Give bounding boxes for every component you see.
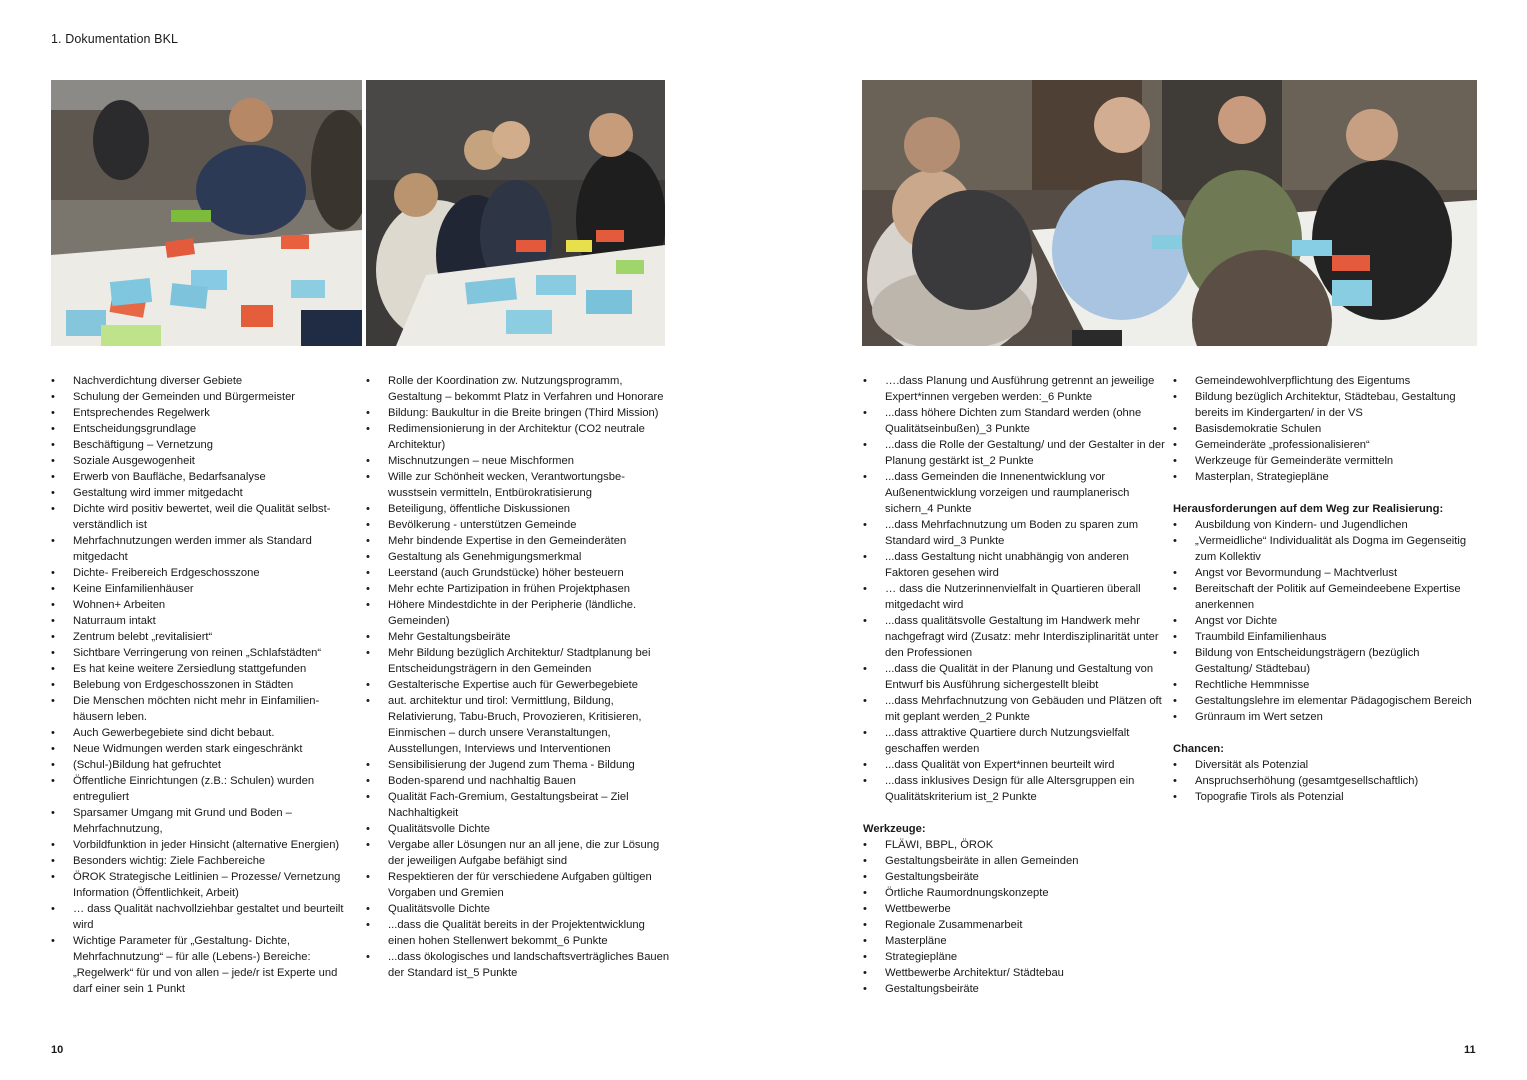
list-item: • Wettbewerbe Architektur/ Städtebau <box>863 965 1165 981</box>
column-1 <box>51 373 351 997</box>
list-item: • ...dass Gestaltung nicht unabhängig von anderen Faktoren gesehen wird <box>863 549 1165 581</box>
list-item: • ...dass höhere Dichten zum Standard werden (ohne Qualitätseinbußen)_3 Punkte <box>863 405 1165 437</box>
list-item: • Beteiligung, öffentliche Diskussionen <box>366 501 671 517</box>
list-item: • Wohnen+ Arbeiten <box>51 597 351 613</box>
list-item: • Diversität als Potenzial <box>1173 757 1478 773</box>
list-item: • Bevölkerung - unterstützen Gemeinde <box>366 517 671 533</box>
workshop-photo-1 <box>51 80 362 346</box>
list-item: • Auch Gewerbegebiete sind dicht bebaut. <box>51 725 351 741</box>
list-item: • Respektieren der für verschiedene Aufgaben gültigen Vorgaben und Gremien <box>366 869 671 901</box>
list-item: • Leerstand (auch Grundstücke) höher besteuern <box>366 565 671 581</box>
list-item: • Angst vor Bevormundung – Machtverlust <box>1173 565 1478 581</box>
list-item: • Gestaltung als Genehmigungsmerkmal <box>366 549 671 565</box>
page-number-left: 10 <box>51 1044 64 1056</box>
list-goals <box>863 373 1165 805</box>
list-item: • ...dass Mehrfachnutzung von Gebäuden und Plätzen oft mit geplant werden_2 Punkte <box>863 693 1165 725</box>
list-item: • Wille zur Schönheit wecken, Verantwortungsbe-wusstsein vermitteln, Entbürokratisierung <box>366 469 671 501</box>
list-item: • Traumbild Einfamilienhaus <box>1173 629 1478 645</box>
list-item: • FLÄWI, BBPL, ÖROK <box>863 837 1165 853</box>
list-vision <box>51 373 351 997</box>
list-item: • Bildung bezüglich Architektur, Städtebau, Gestaltung bereits im Kindergarten/ in der VS <box>1173 389 1478 421</box>
list-item: • ...dass qualitätsvolle Gestaltung im Handwerk mehr nachgefragt wird (Zusatz: mehr Interdisziplinarität unter den Professionen <box>863 613 1165 661</box>
list-item: • ...dass die Qualität in der Planung und Gestaltung von Entwurf bis Ausführung sichergestellt bleibt <box>863 661 1165 693</box>
list-item: • Mehrfachnutzungen werden immer als Standard mitgedacht <box>51 533 351 565</box>
list-item: • Vorbildfunktion in jeder Hinsicht (alternative Energien) <box>51 837 351 853</box>
list-item: • Gestaltung wird immer mitgedacht <box>51 485 351 501</box>
chancen-title: Chancen: <box>1173 743 1224 755</box>
list-item: • Naturraum intakt <box>51 613 351 629</box>
list-item: • Rechtliche Hemmnisse <box>1173 677 1478 693</box>
list-item: • Beschäftigung – Vernetzung <box>51 437 351 453</box>
list-item: • Entsprechendes Regelwerk <box>51 405 351 421</box>
column-2 <box>366 373 671 981</box>
list-item: • Qualität Fach-Gremium, Gestaltungsbeirat – Ziel Nachhaltigkeit <box>366 789 671 821</box>
list-item: • Mehr echte Partizipation in frühen Projektphasen <box>366 581 671 597</box>
list-item: • Keine Einfamilienhäuser <box>51 581 351 597</box>
page-header: 1. Dokumentation BKL <box>51 32 179 46</box>
list-item: • Gestalterische Expertise auch für Gewerbegebiete <box>366 677 671 693</box>
list-requirements <box>1173 373 1478 485</box>
list-item: • Masterplan, Strategiepläne <box>1173 469 1478 485</box>
list-item: • Sensibilisierung der Jugend zum Thema - Bildung <box>366 757 671 773</box>
list-item: • Wichtige Parameter für „Gestaltung- Dichte, Mehrfachnutzung“ – für alle (Lebens-) Bereiche: „Regelwerk“ für und von allen – jede/r ist Experte und darf einer sein 1 Punkt <box>51 933 351 997</box>
list-item: • Gestaltungsbeiräte in allen Gemeinden <box>863 853 1165 869</box>
list-item: • Soziale Ausgewogenheit <box>51 453 351 469</box>
list-item: • Wettbewerbe <box>863 901 1165 917</box>
list-item: • Ausbildung von Kindern- und Jugendlichen <box>1173 517 1478 533</box>
list-item: • ...dass die Rolle der Gestaltung/ und der Gestalter in der Planung gestärkt ist_2 Punkte <box>863 437 1165 469</box>
list-item: • Anspruchserhöhung (gesamtgesellschaftlich) <box>1173 773 1478 789</box>
list-item: • (Schul-)Bildung hat gefruchtet <box>51 757 351 773</box>
list-item: • Werkzeuge für Gemeinderäte vermitteln <box>1173 453 1478 469</box>
list-item: • … dass Qualität nachvollziehbar gestaltet und beurteilt wird <box>51 901 351 933</box>
list-item: • Bildung: Baukultur in die Breite bringen (Third Mission) <box>366 405 671 421</box>
list-item: • „Vermeidliche“ Individualität als Dogma im Gegenseitig zum Kollektiv <box>1173 533 1478 565</box>
list-item: • Gestaltungslehre im elementar Pädagogischem Bereich <box>1173 693 1478 709</box>
list-item: • Belebung von Erdgeschosszonen in Städten <box>51 677 351 693</box>
list-item: • Gestaltungsbeiräte <box>863 981 1165 997</box>
list-werkzeuge <box>863 837 1165 997</box>
list-item: • Mehr Bildung bezüglich Architektur/ Stadtplanung bei Entscheidungsträgern in den Gemeinden <box>366 645 671 677</box>
list-item: • Dichte wird positiv bewertet, weil die Qualität selbst-verständlich ist <box>51 501 351 533</box>
list-item: • ...dass Gemeinden die Innenentwicklung vor Außenentwicklung vorzeigen und raumplanerisch sichern_4 Punkte <box>863 469 1165 517</box>
list-item: • Vergabe aller Lösungen nur an all jene, die zur Lösung der jeweiligen Aufgabe befähigt sind <box>366 837 671 869</box>
list-item: • Rolle der Koordination zw. Nutzungsprogramm, Gestaltung – bekommt Platz in Verfahren und Honorare <box>366 373 671 405</box>
list-item: • Redimensionierung in der Architektur (CO2 neutrale Architektur) <box>366 421 671 453</box>
list-item: • Schulung der Gemeinden und Bürgermeister <box>51 389 351 405</box>
list-item: • Mehr bindende Expertise in den Gemeinderäten <box>366 533 671 549</box>
list-item: • Grünraum im Wert setzen <box>1173 709 1478 725</box>
herausforderungen-title: Herausforderungen auf dem Weg zur Realisierung: <box>1173 503 1444 515</box>
list-item: • Basisdemokratie Schulen <box>1173 421 1478 437</box>
column-4 <box>1173 373 1478 805</box>
list-item: • Die Menschen möchten nicht mehr in Einfamilien-häusern leben. <box>51 693 351 725</box>
list-item: • Qualitätsvolle Dichte <box>366 901 671 917</box>
list-item: • ...dass inklusives Design für alle Altersgruppen ein Qualitätskriterium ist_2 Punkte <box>863 773 1165 805</box>
page-number-right: 11 <box>1464 1044 1476 1056</box>
list-item: • Bildung von Entscheidungsträgern (bezüglich Gestaltung/ Städtebau) <box>1173 645 1478 677</box>
list-item: • Dichte- Freibereich Erdgeschosszone <box>51 565 351 581</box>
list-item: • Zentrum belebt „revitalisiert“ <box>51 629 351 645</box>
list-item: • ….dass Planung und Ausführung getrennt an jeweilige Expert*innen vergeben werden:_6 Punkte <box>863 373 1165 405</box>
workshop-photo-3 <box>862 80 1477 346</box>
list-item: • ...dass Qualität von Expert*innen beurteilt wird <box>863 757 1165 773</box>
werkzeuge-title: Werkzeuge: <box>863 823 926 835</box>
list-item: • Öffentliche Einrichtungen (z.B.: Schulen) wurden entreguliert <box>51 773 351 805</box>
list-item: • Boden-sparend und nachhaltig Bauen <box>366 773 671 789</box>
list-item: • ...dass attraktive Quartiere durch Nutzungsvielfalt geschaffen werden <box>863 725 1165 757</box>
list-chancen <box>1173 757 1478 805</box>
list-item: • Örtliche Raumordnungskonzepte <box>863 885 1165 901</box>
list-item: • Mehr Gestaltungsbeiräte <box>366 629 671 645</box>
list-item: • Mischnutzungen – neue Mischformen <box>366 453 671 469</box>
list-item: • ...dass ökologisches und landschaftsverträgliches Bauen der Standard ist_5 Punkte <box>366 949 671 981</box>
list-item: • Sichtbare Verringerung von reinen „Schlafstädten“ <box>51 645 351 661</box>
list-item: • Masterpläne <box>863 933 1165 949</box>
list-item: • Höhere Mindestdichte in der Peripherie (ländliche. Gemeinden) <box>366 597 671 629</box>
workshop-photo-2 <box>366 80 665 346</box>
list-item: • ÖROK Strategische Leitlinien – Prozesse/ Vernetzung Information (Öffentlichkeit, Arbeit) <box>51 869 351 901</box>
list-item: • Es hat keine weitere Zersiedlung stattgefunden <box>51 661 351 677</box>
list-item: • Entscheidungsgrundlage <box>51 421 351 437</box>
list-item: • Sparsamer Umgang mit Grund und Boden – Mehrfachnutzung, <box>51 805 351 837</box>
list-item: • ...dass Mehrfachnutzung um Boden zu sparen zum Standard wird_3 Punkte <box>863 517 1165 549</box>
list-item: • Angst vor Dichte <box>1173 613 1478 629</box>
list-item: • Gemeinderäte „professionalisieren“ <box>1173 437 1478 453</box>
list-measures <box>366 373 671 981</box>
list-item: • Gestaltungsbeiräte <box>863 869 1165 885</box>
list-item: • Erwerb von Baufläche, Bedarfsanalyse <box>51 469 351 485</box>
list-item: • Nachverdichtung diverser Gebiete <box>51 373 351 389</box>
list-item: • Topografie Tirols als Potenzial <box>1173 789 1478 805</box>
list-item: • aut. architektur und tirol: Vermittlung, Bildung, Relativierung, Tabu-Bruch, Provozieren, Kritisieren, Einmischen – durch unsere Veranstaltungen, Ausstellungen, Interviews und Interventionen <box>366 693 671 757</box>
column-3 <box>863 373 1165 997</box>
list-item: • Bereitschaft der Politik auf Gemeindeebene Expertise anerkennen <box>1173 581 1478 613</box>
list-herausforderungen <box>1173 517 1478 725</box>
list-item: • Neue Widmungen werden stark eingeschränkt <box>51 741 351 757</box>
list-item: • … dass die Nutzerinnenvielfalt in Quartieren überall mitgedacht wird <box>863 581 1165 613</box>
list-item: • Regionale Zusammenarbeit <box>863 917 1165 933</box>
list-item: • Qualitätsvolle Dichte <box>366 821 671 837</box>
list-item: • Gemeindewohlverpflichtung des Eigentums <box>1173 373 1478 389</box>
list-item: • ...dass die Qualität bereits in der Projektentwicklung einen hohen Stellenwert bekommt_6 Punkte <box>366 917 671 949</box>
list-item: • Strategiepläne <box>863 949 1165 965</box>
list-item: • Besonders wichtig: Ziele Fachbereiche <box>51 853 351 869</box>
